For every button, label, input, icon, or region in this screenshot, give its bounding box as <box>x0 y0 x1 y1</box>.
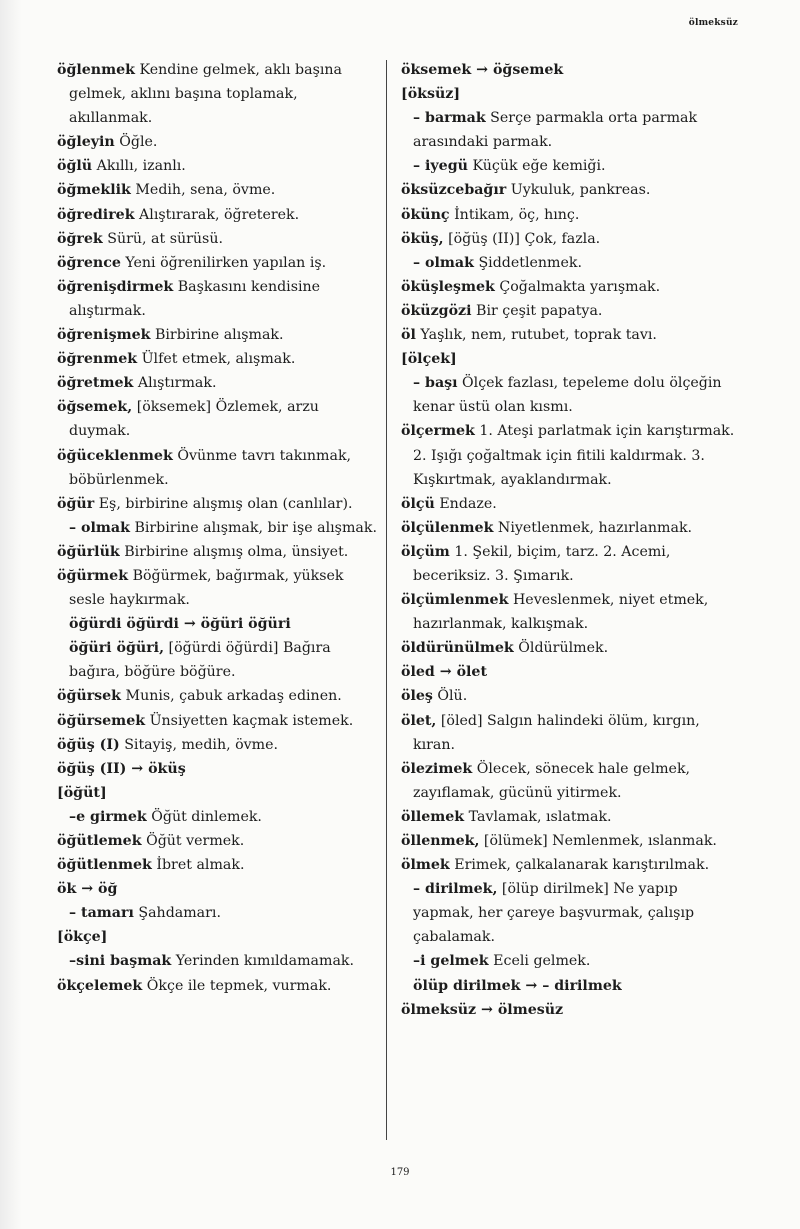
dictionary-entry <box>401 419 736 491</box>
entry-headword: öğrence <box>57 254 121 271</box>
dictionary-entry <box>401 275 736 299</box>
entry-definition: Alıştırmak. <box>137 375 217 392</box>
entry-headword: –i gelmek <box>413 953 489 970</box>
dictionary-entry <box>57 733 377 757</box>
entry-headword: ölçermek <box>401 423 475 440</box>
entry-headword: öğütlemek <box>57 833 142 849</box>
dictionary-entry <box>57 877 377 901</box>
entry-definition: Ülfet etmek, alışmak. <box>141 351 296 368</box>
dictionary-entry <box>57 178 377 202</box>
entry-headword: – dirilmek, <box>413 881 498 898</box>
entry-definition: Böğürmek, bağırmak, yüksek sesle haykırmak. <box>69 567 344 609</box>
dictionary-entry <box>57 901 377 925</box>
dictionary-entry <box>401 347 736 371</box>
dictionary-entry <box>401 203 736 227</box>
entry-definition: Erimek, çalkalanarak karıştırılmak. <box>454 857 710 874</box>
entry-definition: Alıştırarak, öğreterek. <box>139 206 300 223</box>
entry-definition: Tavlamak, ıslatmak. <box>468 808 612 825</box>
entry-definition: Şahdamarı. <box>138 905 221 922</box>
entry-definition: Şiddetlenmek. <box>478 254 582 271</box>
entry-headword: öğrek <box>57 230 103 247</box>
entry-definition: Niyetlenmek, hazırlanmak. <box>497 519 693 536</box>
entry-definition: 1. Şekil, biçim, tarz. 2. Acemi, beceriksiz. 3. Şımarık. <box>413 543 671 584</box>
entry-headword: ökünç <box>401 206 450 223</box>
dictionary-entry <box>401 709 736 757</box>
left-column <box>57 58 377 998</box>
dictionary-entry <box>57 974 377 998</box>
dictionary-entry <box>401 660 736 684</box>
dictionary-entry <box>401 227 736 251</box>
entry-headword: öğüş (II) → öküş <box>57 760 186 777</box>
dictionary-entry <box>57 853 377 877</box>
entry-headword: öğürmek <box>57 567 129 584</box>
entry-definition: Ölçek fazlası, tepeleme dolu ölçeğin kenar üstü olan kısmı. <box>413 375 722 416</box>
right-column <box>401 58 736 1022</box>
dictionary-entry <box>57 251 377 275</box>
entry-headword: ölezimek <box>401 760 473 777</box>
dictionary-entry <box>57 757 377 781</box>
entry-headword: öğür <box>57 495 95 512</box>
dictionary-entry <box>401 492 736 516</box>
entry-definition: [öğürdi öğürdi] Bağıra bağıra, böğüre böğüre. <box>69 640 331 681</box>
dictionary-entry <box>57 925 377 949</box>
entry-headword: öküzgözi <box>401 302 472 319</box>
entry-headword: ökçelemek <box>57 977 143 994</box>
entry-definition: 1. Ateşi parlatmak için karıştırmak. 2. Işığı çoğaltmak için fitili kaldırmak. 3. Kışkırtmak, ayaklandırmak. <box>413 423 735 488</box>
entry-definition: Çoğalmakta yarışmak. <box>499 278 661 295</box>
entry-headword: öğrenişdirmek <box>57 278 174 295</box>
dictionary-entry <box>57 154 377 178</box>
entry-headword: öküşleşmek <box>401 278 495 295</box>
entry-headword: öğredirek <box>57 206 135 223</box>
dictionary-entry <box>401 829 736 853</box>
entry-headword: –sini başmak <box>69 953 172 970</box>
dictionary-entry <box>401 154 736 178</box>
entry-headword: öğleyin <box>57 134 115 151</box>
dictionary-entry <box>57 564 377 612</box>
entry-definition: Uykuluk, pankreas. <box>510 182 651 199</box>
dictionary-entry <box>57 323 377 347</box>
entry-headword: ölmeksüz → ölmesüz <box>401 1001 564 1018</box>
dictionary-entry <box>57 492 377 516</box>
dictionary-entry <box>57 58 377 130</box>
dictionary-entry <box>57 347 377 371</box>
running-header: ölmeksüz <box>688 18 738 28</box>
entry-definition: Öğüt dinlemek. <box>151 808 262 825</box>
dictionary-entry <box>57 130 377 154</box>
dictionary-entry <box>401 684 736 708</box>
entry-definition: Medih, sena, övme. <box>135 182 276 199</box>
entry-headword: öldürünülmek <box>401 640 514 657</box>
entry-definition: Ölü. <box>437 688 468 705</box>
dictionary-entry <box>401 82 736 106</box>
entry-definition: İbret almak. <box>156 857 245 874</box>
dictionary-entry <box>401 323 736 347</box>
entry-headword: öğürlük <box>57 543 120 560</box>
entry-definition: Yaşlık, nem, rutubet, toprak tavı. <box>420 327 657 344</box>
dictionary-entry <box>57 275 377 323</box>
entry-definition: Birbirine alışmış olma, ünsiyet. <box>124 543 349 560</box>
entry-definition: Bir çeşit papatya. <box>476 302 603 319</box>
entry-definition: Övünme tavrı takınmak, böbürlenmek. <box>69 447 352 488</box>
entry-definition: Eş, birbirine alışmış olan (canlılar). <box>98 495 353 512</box>
entry-headword: öleş <box>401 688 433 705</box>
dictionary-entry <box>401 540 736 588</box>
entry-definition: Yerinden kımıldamamak. <box>175 953 355 970</box>
entry-definition: Sitayiş, medih, övme. <box>124 736 279 753</box>
entry-definition: Ölecek, sönecek hale gelmek, zayıflamak, gücünü yitirmek. <box>413 760 691 801</box>
entry-headword: öksüzcebağır <box>401 182 507 199</box>
dictionary-entry <box>57 781 377 805</box>
entry-definition: Ünsiyetten kaçmak istemek. <box>149 712 354 729</box>
entry-headword: öğrenmek <box>57 351 138 368</box>
entry-headword: – olmak <box>69 519 130 536</box>
entry-headword: – iyegü <box>413 158 468 175</box>
dictionary-entry <box>401 588 736 636</box>
entry-definition: Öldürülmek. <box>518 640 609 657</box>
entry-headword: öğlenmek <box>57 62 135 78</box>
entry-definition: [öksemek] Özlemek, arzu duymak. <box>69 399 319 440</box>
dictionary-entry <box>57 516 377 540</box>
entry-headword: –e girmek <box>69 808 147 825</box>
entry-headword: ök → öğ <box>57 881 118 898</box>
entry-definition: [öled] Salgın halindeki ölüm, kırgın, kıran. <box>413 712 700 753</box>
entry-headword: – başı <box>413 375 458 392</box>
dictionary-entry <box>57 444 377 492</box>
dictionary-entry <box>57 371 377 395</box>
entry-definition: Birbirine alışmak. <box>154 327 284 344</box>
dictionary-entry <box>401 371 736 419</box>
entry-headword: öl <box>401 327 416 344</box>
entry-headword: öğretmek <box>57 375 134 392</box>
entry-headword: [öksüz] <box>401 86 461 103</box>
dictionary-entry <box>401 853 736 877</box>
entry-headword: [öğüt] <box>57 784 107 801</box>
dictionary-entry <box>401 178 736 202</box>
dictionary-entry <box>57 805 377 829</box>
dictionary-entry <box>57 540 377 564</box>
dictionary-entry <box>57 227 377 251</box>
dictionary-entry <box>401 805 736 829</box>
dictionary-entry <box>401 757 736 805</box>
entry-definition: [ölümek] Nemlenmek, ıslanmak. <box>483 833 717 849</box>
entry-definition: [ölüp dirilmek] Ne yapıp yapmak, her çareye başvurmak, çalışıp çabalamak. <box>413 881 695 946</box>
entry-headword: ölçüm <box>401 543 450 560</box>
entry-definition: Munis, çabuk arkadaş edinen. <box>125 688 342 705</box>
entry-headword: öğsemek, <box>57 399 133 416</box>
dictionary-entry <box>401 998 736 1022</box>
dictionary-entry <box>401 516 736 540</box>
entry-definition: Endaze. <box>439 495 497 512</box>
entry-definition: Öğüt vermek. <box>146 833 245 849</box>
entry-definition: Öğle. <box>119 134 158 151</box>
entry-headword: öküş, <box>401 230 444 247</box>
entry-headword: ölüp dirilmek → – dirilmek <box>413 977 622 994</box>
entry-definition: Heveslenmek, niyet etmek, hazırlanmak, kalkışmak. <box>413 592 709 633</box>
entry-headword: – tamarı <box>69 905 134 922</box>
entry-headword: [ölçek] <box>401 351 457 368</box>
entry-headword: öllemek <box>401 808 465 825</box>
entry-headword: öğüceklenmek <box>57 447 173 464</box>
entry-definition: Eceli gelmek. <box>493 953 591 970</box>
dictionary-entry <box>57 829 377 853</box>
dictionary-entry <box>57 949 377 973</box>
dictionary-entry <box>57 709 377 733</box>
scan-shadow <box>0 0 22 1229</box>
entry-headword: ölet, <box>401 712 437 729</box>
entry-headword: – barmak <box>413 110 486 127</box>
entry-headword: öksemek → öğsemek <box>401 62 564 78</box>
entry-definition: Akıllı, izanlı. <box>96 158 186 175</box>
dictionary-entry <box>57 636 377 684</box>
dictionary-entry <box>57 612 377 636</box>
entry-headword: öğüş (I) <box>57 736 120 753</box>
entry-headword: öğlü <box>57 158 93 175</box>
dictionary-entry <box>401 58 736 82</box>
entry-headword: öğmeklik <box>57 182 131 199</box>
dictionary-entry <box>57 395 377 443</box>
entry-headword: öğürdi öğürdi → öğüri öğüri <box>69 616 291 633</box>
entry-headword: öğürsemek <box>57 712 146 729</box>
entry-definition: Başkasını kendisine alıştırmak. <box>69 278 321 319</box>
dictionary-entry <box>57 684 377 708</box>
entry-headword: ölmek <box>401 857 450 874</box>
entry-definition: [öğüş (II)] Çok, fazla. <box>448 230 601 247</box>
entry-headword: [ökçe] <box>57 929 108 946</box>
entry-definition: Ökçe ile tepmek, vurmak. <box>146 977 332 994</box>
entry-headword: – olmak <box>413 254 474 271</box>
dictionary-entry <box>401 251 736 275</box>
entry-headword: ölçümlenmek <box>401 592 509 609</box>
entry-definition: Kendine gelmek, aklı başına gelmek, aklını başına toplamak, akıllanmak. <box>69 62 342 127</box>
dictionary-entry <box>401 636 736 660</box>
dictionary-entry <box>401 299 736 323</box>
entry-headword: öllenmek, <box>401 833 480 849</box>
entry-definition: Yeni öğrenilirken yapılan iş. <box>125 254 327 271</box>
dictionary-entry <box>401 949 736 973</box>
entry-headword: öled → ölet <box>401 664 487 681</box>
entry-definition: Sürü, at sürüsü. <box>107 230 223 247</box>
entry-headword: ölçü <box>401 495 435 512</box>
entry-headword: ölçülenmek <box>401 519 494 536</box>
entry-headword: öğütlenmek <box>57 857 152 874</box>
dictionary-entry <box>401 877 736 949</box>
entry-headword: öğüri öğüri, <box>69 640 165 657</box>
entry-definition: Birbirine alışmak, bir işe alışmak. <box>134 519 377 536</box>
column-divider <box>386 60 387 1140</box>
entry-definition: Serçe parmakla orta parmak arasındaki parmak. <box>413 110 698 151</box>
entry-headword: öğürsek <box>57 688 122 705</box>
entry-definition: Küçük eğe kemiği. <box>472 158 606 175</box>
entry-definition: İntikam, öç, hınç. <box>454 206 580 223</box>
dictionary-entry <box>401 106 736 154</box>
page-number: 179 <box>390 1167 410 1178</box>
dictionary-entry <box>57 203 377 227</box>
dictionary-entry <box>401 974 736 998</box>
entry-headword: öğrenişmek <box>57 327 151 344</box>
